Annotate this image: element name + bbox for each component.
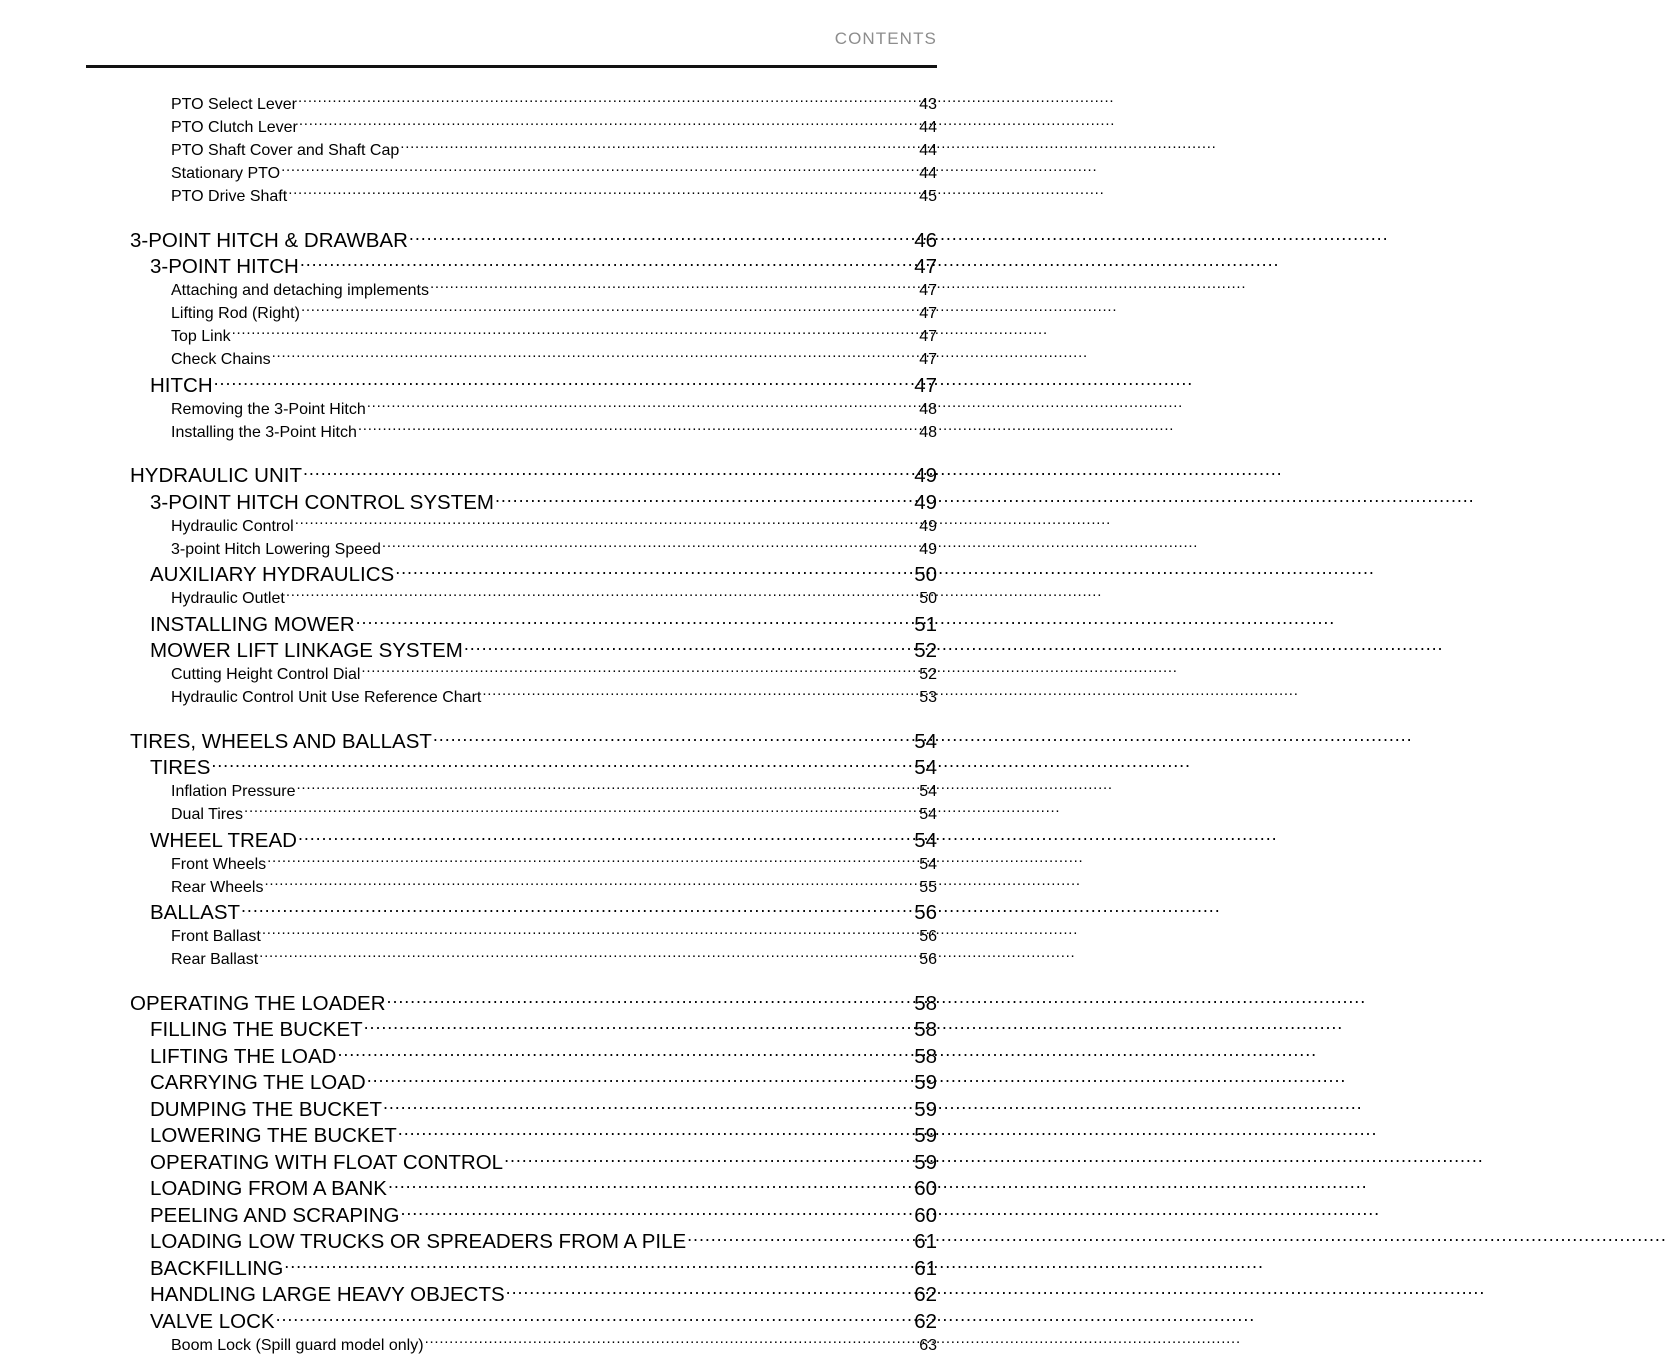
toc-entry-label: OPERATING THE LOADER (130, 991, 386, 1015)
table-of-contents (0, 93, 1024, 1357)
toc-entry-label: HYDRAULIC UNIT (130, 464, 302, 487)
toc-entry-label: 3-point Hitch Lowering Speed (171, 540, 381, 558)
toc-group (0, 226, 1024, 444)
toc-entry[interactable] (0, 1334, 1024, 1357)
toc-entry-label: Top Link (171, 328, 231, 345)
toc-group (0, 727, 1024, 971)
toc-group (0, 989, 1024, 1357)
toc-entry-label: BACKFILLING (150, 1256, 284, 1280)
toc-entry-page-number: 55 (919, 878, 937, 896)
page-title: CONTENTS (834, 29, 937, 48)
toc-entry-label: Stationary PTO (171, 165, 281, 182)
dot-leader (382, 538, 913, 554)
dot-leader (395, 561, 906, 582)
toc-entry-label: Front Wheels (171, 855, 267, 873)
toc-group (0, 93, 1024, 208)
toc-entry-label: WHEEL TREAD (150, 828, 297, 852)
toc-entry-page-number: 61 (914, 1230, 937, 1253)
dot-leader (300, 253, 906, 274)
dot-leader (504, 1148, 906, 1169)
toc-entry-page-number: 49 (914, 490, 937, 514)
toc-entry-page-number: 60 (914, 1203, 937, 1227)
dot-leader (259, 948, 913, 964)
dot-leader (364, 1016, 906, 1037)
toc-entry-label: LIFTING THE LOAD (150, 1044, 337, 1068)
dot-leader (388, 1175, 906, 1196)
toc-entry-page-number: 43 (919, 96, 937, 113)
toc-entry-page-number: 47 (919, 328, 937, 345)
toc-entry-page-number: 47 (914, 373, 937, 397)
toc-entry-page-number: 59 (914, 1097, 937, 1121)
toc-entry-page-number: 50 (914, 563, 937, 586)
dot-leader (298, 826, 906, 847)
toc-entry-label: 3-POINT HITCH & DRAWBAR (130, 228, 408, 252)
dot-leader (430, 279, 913, 295)
toc-entry-label: MOWER LIFT LINKAGE SYSTEM (150, 639, 463, 662)
toc-entry-label: Removing the 3-Point Hitch (171, 400, 366, 418)
toc-entry-label: AUXILIARY HYDRAULICS (150, 563, 395, 586)
toc-entry-page-number: 44 (919, 165, 937, 182)
toc-entry-label: Attaching and detaching implements (171, 282, 429, 299)
toc-entry-page-number: 52 (919, 666, 937, 683)
dot-leader (298, 93, 913, 109)
toc-entry-page-number: 58 (914, 1018, 937, 1041)
toc-entry-label: FILLING THE BUCKET (150, 1018, 363, 1041)
toc-group (0, 462, 1024, 710)
toc-entry[interactable] (0, 686, 1024, 709)
toc-entry-label: Hydraulic Control (171, 517, 294, 535)
toc-entry-page-number: 63 (919, 1336, 937, 1354)
dot-leader (286, 587, 913, 603)
toc-entry-label: Front Ballast (171, 928, 261, 945)
toc-entry-page-number: 47 (914, 255, 937, 278)
toc-entry-label: TIRES, WHEELS AND BALLAST (130, 729, 432, 753)
toc-entry-label: INSTALLING MOWER (150, 612, 355, 636)
toc-entry-page-number: 59 (914, 1071, 937, 1094)
toc-entry-label: OPERATING WITH FLOAT CONTROL (150, 1150, 504, 1174)
toc-entry-page-number: 54 (914, 828, 937, 852)
toc-entry-label: DUMPING THE BUCKET (150, 1097, 382, 1121)
page-header (86, 30, 937, 68)
toc-entry-label: PTO Select Lever (171, 96, 297, 113)
dot-leader (356, 610, 906, 631)
toc-entry-page-number: 52 (914, 639, 937, 662)
toc-entry-page-number: 54 (914, 729, 937, 753)
toc-entry-label: Rear Wheels (171, 878, 264, 896)
dot-leader (295, 515, 913, 531)
dot-leader (400, 1201, 906, 1222)
toc-entry-page-number: 51 (914, 612, 937, 636)
toc-entry-page-number: 47 (919, 351, 937, 368)
toc-entry-page-number: 47 (919, 282, 937, 299)
dot-leader (284, 1254, 906, 1275)
toc-entry-label: 3-POINT HITCH (150, 255, 299, 278)
toc-entry-page-number: 61 (914, 1256, 937, 1280)
toc-entry-label: Cutting Height Control Dial (171, 666, 361, 683)
toc-entry-page-number: 54 (919, 855, 937, 873)
toc-entry-page-number: 62 (914, 1283, 937, 1306)
dot-leader (398, 1122, 906, 1143)
dot-leader (299, 116, 913, 132)
toc-entry-label: PTO Drive Shaft (171, 188, 288, 205)
dot-leader (409, 226, 906, 247)
toc-entry-page-number: 56 (914, 901, 937, 924)
dot-leader (433, 727, 906, 748)
toc-entry-label: Hydraulic Control Unit Use Reference Chart (171, 689, 482, 706)
toc-entry-label: 3-POINT HITCH CONTROL SYSTEM (150, 490, 494, 514)
dot-leader (400, 139, 913, 155)
toc-entry-label: BALLAST (150, 901, 241, 924)
toc-entry-page-number: 54 (919, 783, 937, 800)
dot-leader (214, 371, 906, 392)
dot-leader (425, 1334, 913, 1350)
dot-leader (367, 1069, 906, 1090)
dot-leader (301, 302, 913, 318)
dot-leader (383, 1095, 906, 1116)
toc-entry-page-number: 45 (919, 188, 937, 205)
toc-entry-page-number: 47 (919, 305, 937, 322)
toc-entry-page-number: 58 (914, 1044, 937, 1068)
dot-leader (211, 754, 906, 775)
toc-entry-label: Hydraulic Outlet (171, 590, 285, 607)
toc-entry-page-number: 58 (914, 991, 937, 1015)
toc-entry-page-number: 50 (919, 590, 937, 607)
toc-entry[interactable] (0, 421, 1024, 444)
toc-entry-page-number: 54 (914, 756, 937, 779)
dot-leader (464, 637, 906, 658)
dot-leader (288, 185, 913, 201)
toc-entry-label: LOADING FROM A BANK (150, 1177, 387, 1200)
toc-entry-page-number: 48 (919, 423, 937, 441)
dot-leader (244, 803, 913, 819)
toc-entry-page-number: 62 (914, 1309, 937, 1333)
toc-entry-page-number: 56 (919, 928, 937, 945)
toc-entry-label: VALVE LOCK (150, 1309, 275, 1333)
dot-leader (367, 398, 913, 414)
toc-entry[interactable] (0, 948, 1024, 971)
toc-entry-page-number: 48 (919, 400, 937, 418)
toc-entry-label: HANDLING LARGE HEAVY OBJECTS (150, 1283, 505, 1306)
toc-entry-label: CARRYING THE LOAD (150, 1071, 366, 1094)
dot-leader (337, 1042, 906, 1063)
dot-leader (303, 462, 906, 483)
toc-entry-page-number: 44 (919, 119, 937, 136)
toc-entry-label: Installing the 3-Point Hitch (171, 423, 357, 441)
dot-leader (506, 1281, 906, 1302)
dot-leader (232, 325, 913, 341)
toc-entry-page-number: 53 (919, 689, 937, 706)
toc-entry-page-number: 46 (914, 228, 937, 252)
toc-entry-page-number: 49 (919, 517, 937, 535)
toc-entry-label: Boom Lock (Spill guard model only) (171, 1336, 424, 1354)
dot-leader (387, 989, 906, 1010)
toc-entry-page-number: 60 (914, 1177, 937, 1200)
toc-entry-label: Inflation Pressure (171, 783, 296, 800)
toc-entry-label: PTO Clutch Lever (171, 119, 298, 136)
toc-entry-page-number: 49 (914, 464, 937, 487)
toc-entry-label: HITCH (150, 373, 213, 397)
dot-leader (687, 1228, 906, 1249)
dot-leader (272, 348, 913, 364)
toc-entry-label: LOWERING THE BUCKET (150, 1124, 397, 1147)
toc-entry-page-number: 44 (919, 142, 937, 159)
toc-entry-label: Check Chains (171, 351, 271, 368)
toc-entry-label: PEELING AND SCRAPING (150, 1203, 400, 1227)
toc-entry-label: LOADING LOW TRUCKS OR SPREADERS FROM A PILE (150, 1230, 687, 1253)
dot-leader (358, 421, 913, 437)
dot-leader (495, 488, 906, 509)
dot-leader (482, 686, 913, 702)
dot-leader (262, 925, 913, 941)
dot-leader (267, 853, 913, 869)
toc-entry-page-number: 49 (919, 540, 937, 558)
dot-leader (241, 899, 906, 920)
dot-leader (264, 876, 913, 892)
toc-entry-label: Dual Tires (171, 806, 244, 823)
toc-entry-page-number: 54 (919, 806, 937, 823)
header-divider (86, 65, 937, 68)
toc-entry[interactable] (0, 185, 1024, 208)
toc-entry-label: Rear Ballast (171, 951, 259, 968)
toc-entry-label: Lifting Rod (Right) (171, 305, 300, 322)
toc-entry-page-number: 59 (914, 1150, 937, 1174)
toc-entry-page-number: 56 (919, 951, 937, 968)
dot-leader (276, 1307, 906, 1328)
toc-entry-label: PTO Shaft Cover and Shaft Cap (171, 142, 400, 159)
toc-entry-page-number: 59 (914, 1124, 937, 1147)
dot-leader (297, 780, 913, 796)
dot-leader (361, 663, 913, 679)
toc-entry-label: TIRES (150, 756, 211, 779)
dot-leader (281, 162, 913, 178)
